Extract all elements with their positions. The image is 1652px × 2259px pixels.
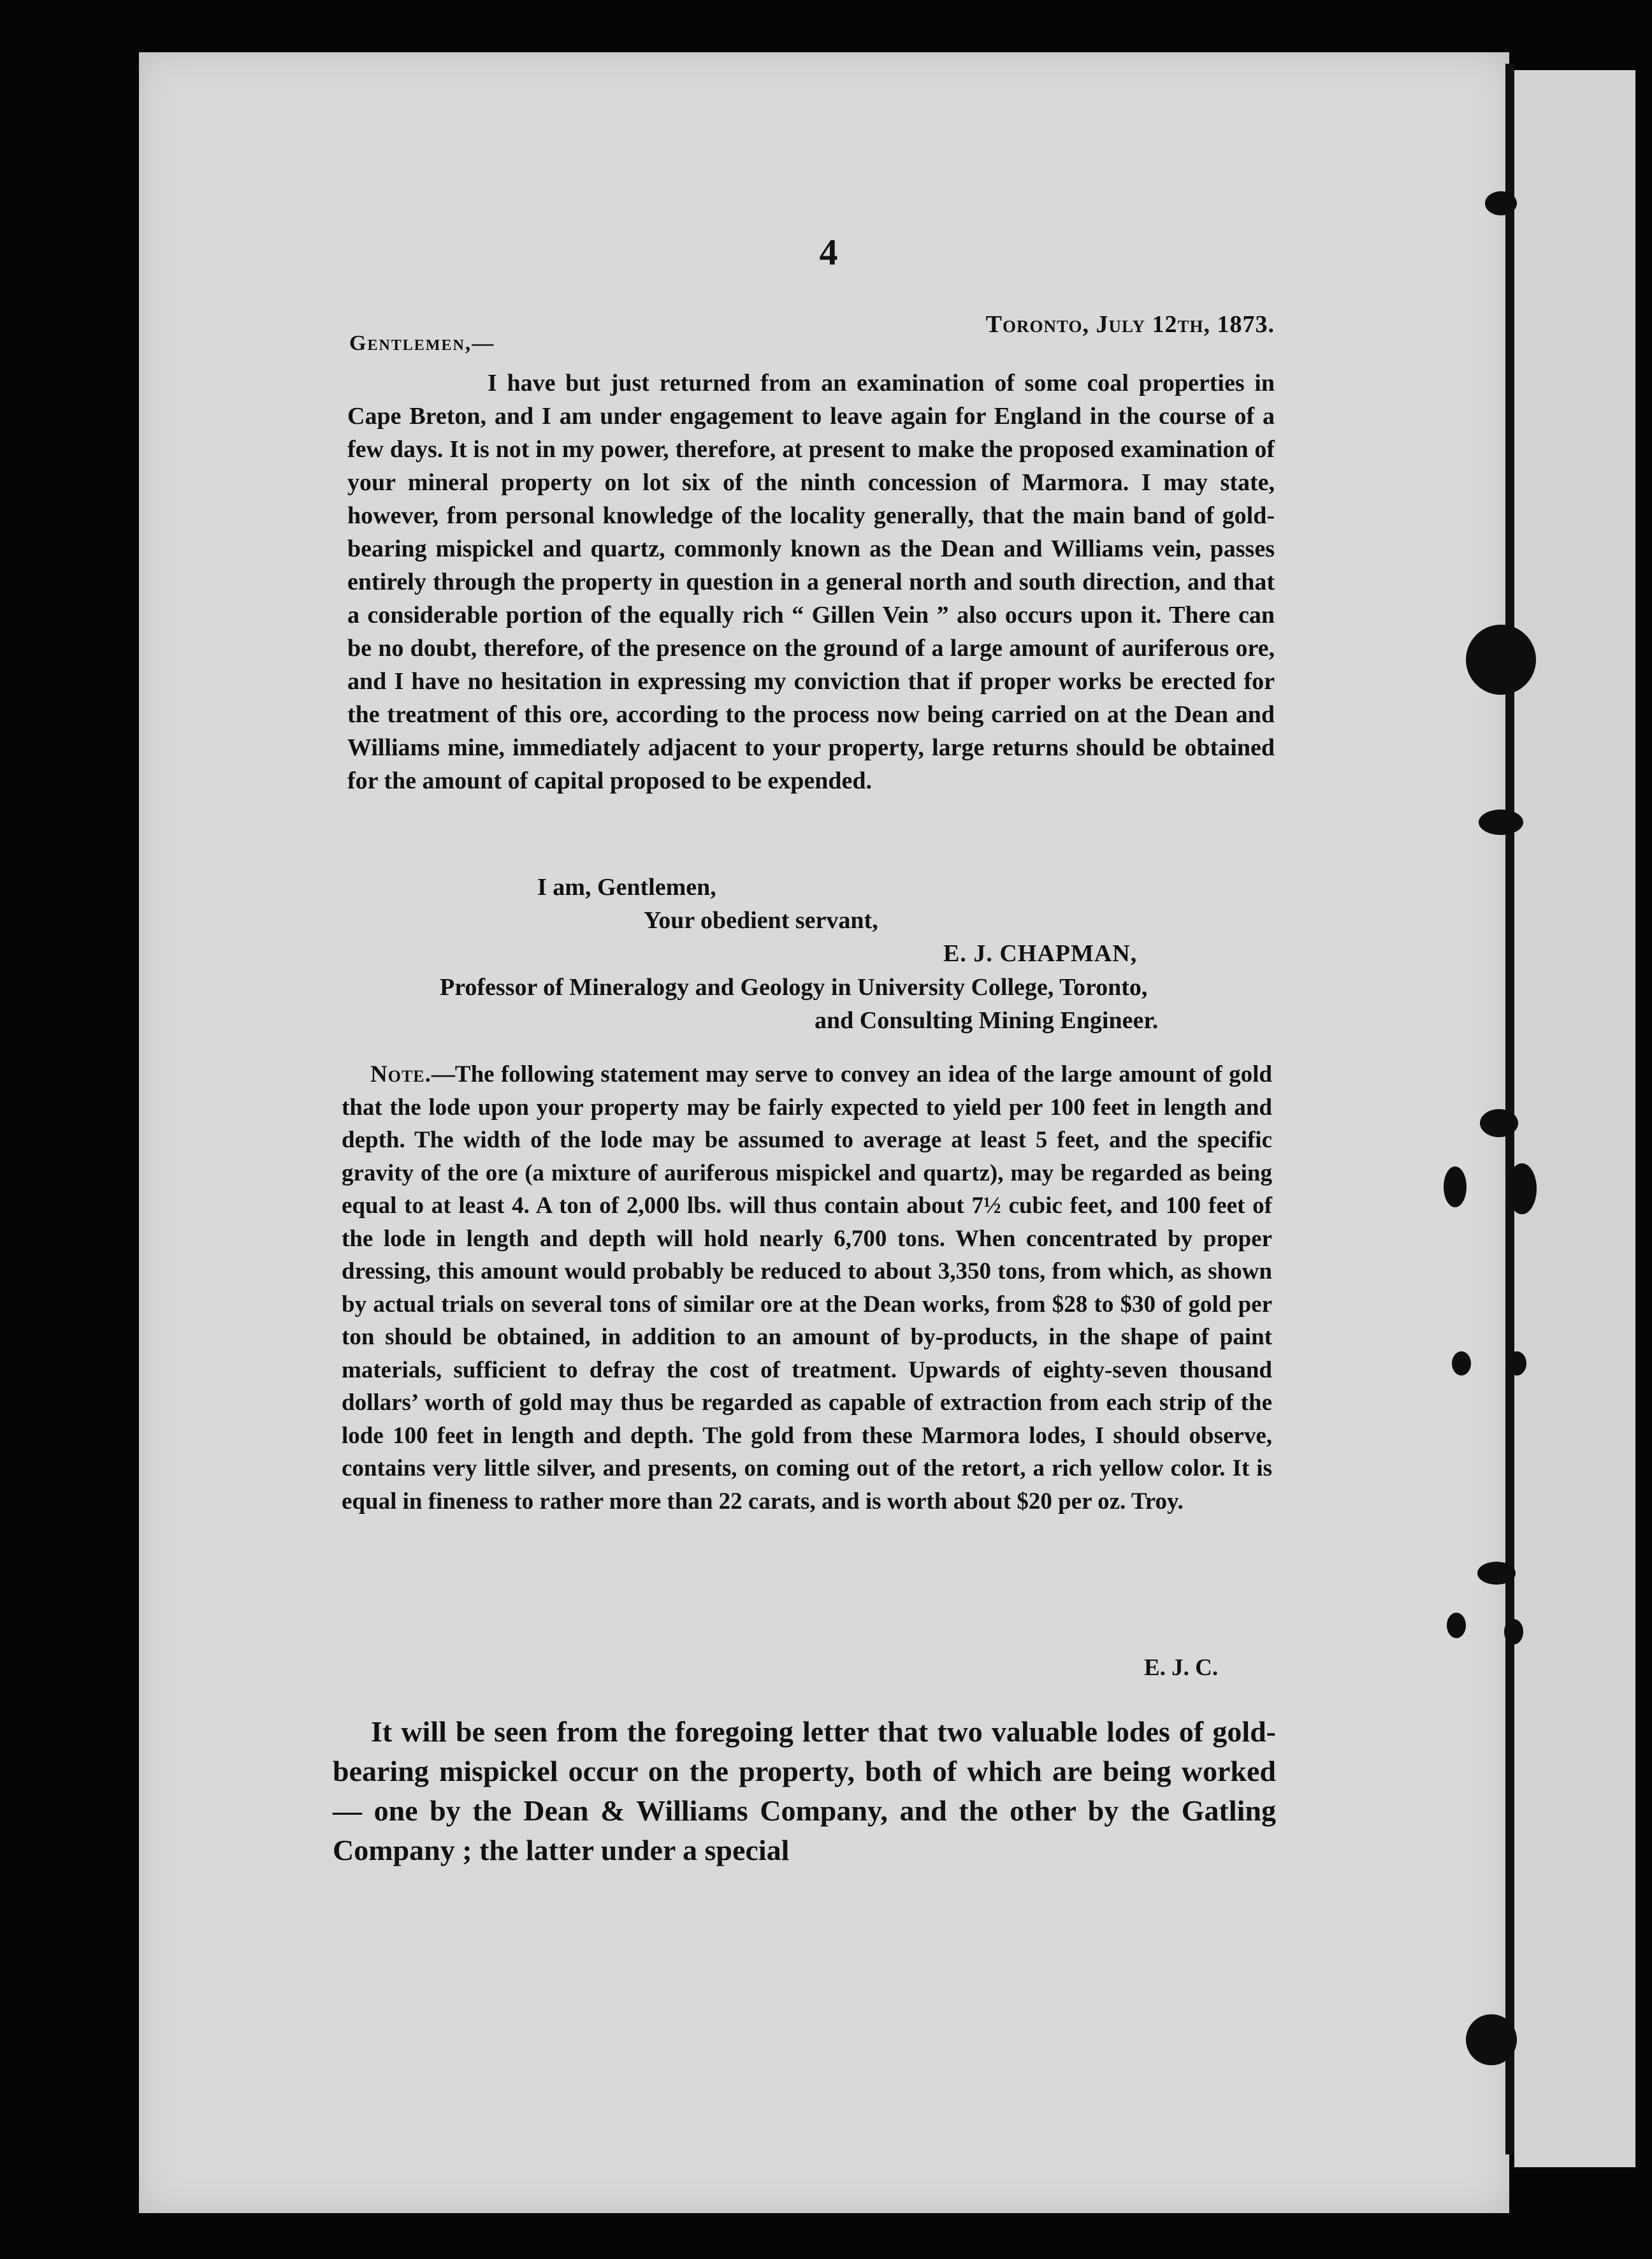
letter-closing: I am, Gentlemen, xyxy=(537,874,716,901)
ink-blot xyxy=(1480,1109,1518,1137)
ink-blot xyxy=(1452,1351,1471,1376)
ink-blot xyxy=(1447,1613,1466,1638)
ink-blot xyxy=(1485,191,1517,215)
letter-date-line: Toronto, July 12th, 1873. xyxy=(985,311,1275,338)
page-number: 4 xyxy=(819,231,838,273)
note-initials: E. J. C. xyxy=(1144,1655,1219,1681)
ink-blot xyxy=(1504,1619,1523,1645)
note-label: Note. xyxy=(370,1061,431,1087)
ink-blot xyxy=(1507,1163,1537,1214)
binding-spine xyxy=(1505,64,1514,2154)
note-text: —The following statement may serve to convey an idea of the large amount of gold that the lode upon your property may be fairly expected to yield per 100 feet in length and depth. The width of the lode may be assumed to average at least 5 feet, and the specific gravity of the ore (a mixture of auriferous mispickel and quartz), may be regarded as being equal to at least 4. A ton of 2,000 lbs. will thus contain about 7½ cubic feet, and 100 feet of the lode in length and depth will hold nearly 6,700 tons. When concentrated by proper dressing, this amount would probably be reduced to about 3,350 tons, from which, as shown by actual trials on several tons of similar ore at the Dean works, from $28 to $30 of gold per ton should be obtained, in addition to an amount of by-products, in the shape of paint materials, sufficient to defray the cost of treatment. Upwards of eighty-seven thousand dollars’ worth of gold may thus be regarded as capable of extraction from each strip of the lode 100 feet in length and depth. The gold from these Marmora lodes, I should observe, contains very little silver, and presents, on coming out of the retort, a rich yellow color. It is equal in fineness to rather more than 22 carats, and is worth about $20 per oz. Troy. xyxy=(342,1061,1272,1514)
ink-blot xyxy=(1479,810,1523,835)
letter-salutation: Gentlemen,— xyxy=(349,331,495,355)
ink-blot xyxy=(1477,1562,1516,1585)
letter-body: I have but just returned from an examination of some coal properties in Cape Breton, and I am under engagement to leave again for England in the course of a few days. It is not in my power, therefore, at present to make the proposed examination of your mineral property on lot six of the ninth concession of Marmora. I may state, however, from personal knowledge of the locality generally, that the main band of gold-bearing mispickel and quartz, commonly known as the Dean and Williams vein, passes entirely through the property in question in a general north and south direction, and that a considerable portion of the equally rich “ Gillen Vein ” also occurs upon it. There can be no doubt, therefore, of the presence on the ground of a large amount of auriferous ore, and I have no hesitation in expressing my conviction that if proper works be erected for the treatment of this ore, according to the process now being carried on at the Dean and Williams mine, immediately adjacent to your property, large returns should be obtained for the amount of capital proposed to be expended. xyxy=(347,370,1275,794)
binding-margin xyxy=(1514,70,1635,2167)
ink-blot xyxy=(1466,2014,1517,2065)
signatory-name: E. J. CHAPMAN, xyxy=(943,940,1138,967)
signatory-title: Professor of Mineralogy and Geology in University College, Toronto, xyxy=(440,974,1148,1001)
note-paragraph xyxy=(342,1058,1272,1518)
signatory-title-continued: and Consulting Mining Engineer. xyxy=(815,1007,1159,1034)
closing-paragraph: It will be seen from the foregoing letter that two valuable lodes of gold-bearing mispickel occur on the property, both of which are being worked — one by the Dean & Williams Company, and the other by the Gatling Company ; the latter under a special xyxy=(333,1715,1276,1866)
letter-complimentary-close: Your obedient servant, xyxy=(644,907,878,934)
ink-blot xyxy=(1507,1351,1526,1376)
ink-blot xyxy=(1466,625,1536,695)
ink-blot xyxy=(1444,1166,1467,1207)
